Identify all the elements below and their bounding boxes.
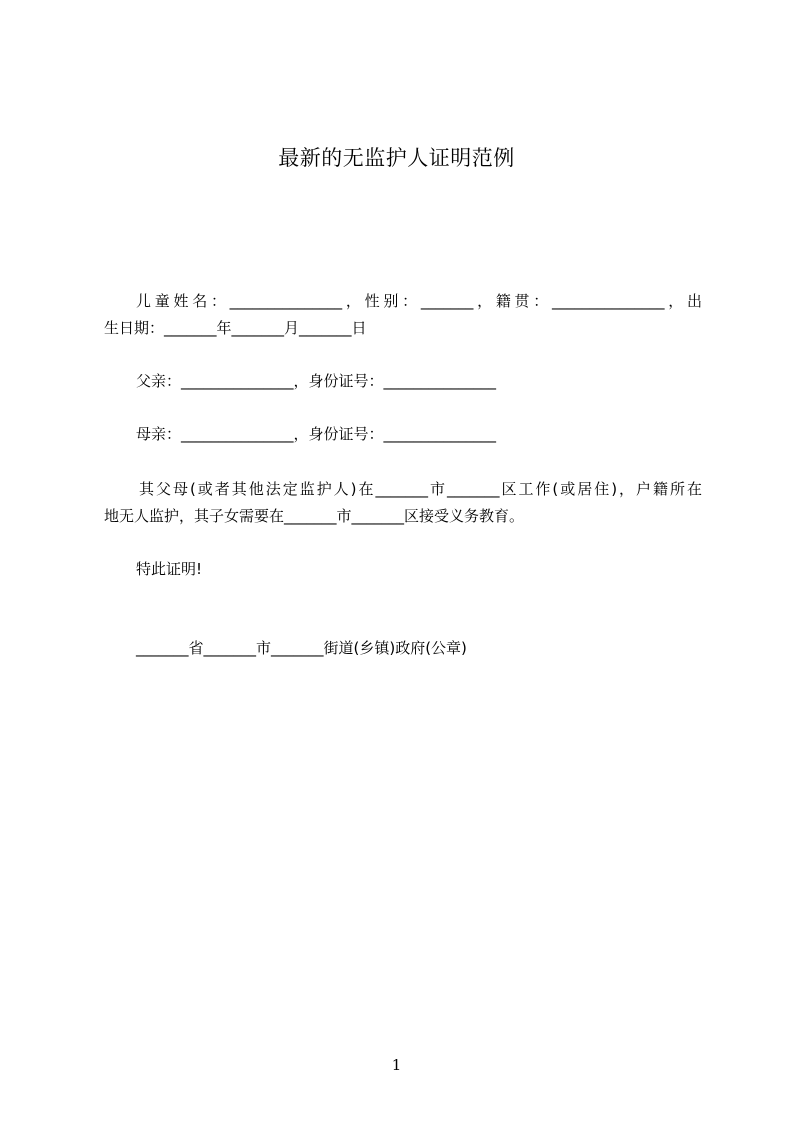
government-seal-line: _______省_______市_______街道(乡镇)政府(公章) xyxy=(136,639,467,657)
child-info-line-2: 生日期：_______年_______月_______日 xyxy=(104,319,367,337)
child-info-line-1: 儿童姓名：_______________，性别：_______，籍贯：_______________，出 xyxy=(136,292,702,310)
document-title: 最新的无监护人证明范例 xyxy=(278,146,515,170)
page-number: 1 xyxy=(391,1056,402,1074)
parents-statement-line-1: 其父母(或者其他法定监护人)在_______市_______区工作(或居住)，户籍所在 xyxy=(139,480,702,498)
certify-statement: 特此证明! xyxy=(136,560,203,578)
parents-statement-line-2: 地无人监护，其子女需要在_______市_______区接受义务教育。 xyxy=(104,507,525,525)
mother-info-line: 母亲：_______________，身份证号：_______________ xyxy=(136,425,497,443)
father-info-line: 父亲：_______________，身份证号：_______________ xyxy=(136,372,497,390)
